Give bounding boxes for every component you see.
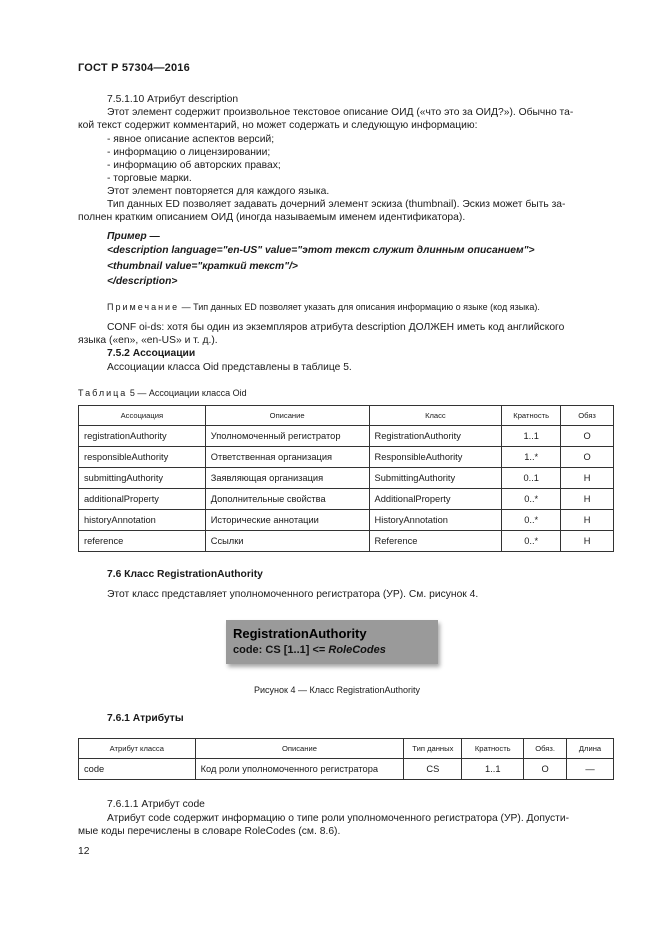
paragraph-line: Тип данных ED позволяет задавать дочерний элемент эскиза (thumbnail). Эскиз может быть за-	[107, 199, 566, 210]
table5	[78, 405, 614, 552]
table-row	[79, 510, 614, 531]
uml-attribute-text: code: CS [1..1] <=	[233, 644, 329, 656]
note	[107, 301, 540, 314]
table-cell: Уполномоченный регистратор	[205, 426, 369, 447]
table-cell: Исторические аннотации	[205, 510, 369, 531]
paragraph-line: языка («en», «en-US» и т. д.).	[78, 335, 218, 346]
section-title-7-5-1-10: 7.5.1.10 Атрибут description	[107, 94, 239, 105]
table-cell: 0..*	[502, 489, 561, 510]
table-row	[79, 447, 614, 468]
table-cell: code	[79, 759, 196, 780]
table-cell: Ответственная организация	[205, 447, 369, 468]
table-cell: historyAnnotation	[79, 510, 206, 531]
table-cell: CS	[404, 759, 462, 780]
bullet-item: - торговые марки.	[107, 173, 192, 184]
bullet-item: - информацию о лицензировании;	[107, 147, 271, 158]
table-cell: Заявляющая организация	[205, 468, 369, 489]
table-cell: submittingAuthority	[79, 468, 206, 489]
table-header-row	[79, 739, 614, 759]
uml-class-name: RegistrationAuthority	[233, 626, 367, 641]
example-code-line: <thumbnail value="краткий текст"/>	[107, 261, 298, 272]
table-cell: ResponsibleAuthority	[369, 447, 502, 468]
table-cell: Дополнительные свойства	[205, 489, 369, 510]
bullet-item: - явное описание аспектов версий;	[107, 134, 275, 145]
figure4-caption: Рисунок 4 — Класс RegistrationAuthority	[254, 685, 420, 695]
table-cell: Reference	[369, 531, 502, 552]
table5-caption-rest: 5 — Ассоциации класса Oid	[129, 388, 247, 398]
column-header: Описание	[195, 739, 404, 759]
paragraph-line: Этот класс представляет уполномоченного регистратора (УР). См. рисунок 4.	[107, 589, 479, 600]
table5-caption	[78, 387, 247, 400]
table-cell: Н	[561, 468, 614, 489]
bullet-item: - информацию об авторских правах;	[107, 160, 281, 171]
page-number: 12	[78, 846, 90, 857]
table-cell: 0..1	[502, 468, 561, 489]
table-cell: 1..1	[462, 759, 524, 780]
uml-class-attribute	[233, 644, 386, 656]
paragraph-line: мые коды перечислены в словаре RoleCodes (см. 8.6).	[78, 826, 341, 837]
table-cell: reference	[79, 531, 206, 552]
column-header: Класс	[369, 406, 502, 426]
table-cell: 1..*	[502, 447, 561, 468]
table5-caption-label: Таблица	[78, 388, 128, 398]
example-code-line: <description language="en-US" value="этот текст служит длинным описанием">	[107, 245, 535, 256]
table-cell: RegistrationAuthority	[369, 426, 502, 447]
column-header: Кратность	[462, 739, 524, 759]
table-row	[79, 468, 614, 489]
section-title-7-6-1-1: 7.6.1.1 Атрибут code	[107, 799, 205, 810]
paragraph-line: Этот элемент повторяется для каждого языка.	[107, 186, 330, 197]
column-header: Кратность	[502, 406, 561, 426]
table-cell: Н	[561, 489, 614, 510]
column-header: Обяз	[561, 406, 614, 426]
section-title-7-5-2: 7.5.2 Ассоциации	[107, 348, 196, 359]
paragraph-line: полнен кратким описанием ОИД (иногда называемым именем идентификатора).	[78, 212, 466, 223]
example-code-line: </description>	[107, 276, 178, 287]
table-cell: 1..1	[502, 426, 561, 447]
paragraph-line: Ассоциации класса Oid представлены в таблице 5.	[107, 362, 352, 373]
table-cell: —	[567, 759, 614, 780]
standard-header: ГОСТ Р 57304—2016	[78, 62, 190, 74]
paragraph-line: Атрибут code содержит информацию о типе роли уполномоченного регистратора (УР). Допусти-	[107, 813, 570, 824]
table-cell: 0..*	[502, 531, 561, 552]
attribute-table	[78, 738, 614, 780]
section-title-7-6: 7.6 Класс RegistrationAuthority	[107, 569, 263, 580]
table-cell: О	[561, 447, 614, 468]
table-cell: Н	[561, 510, 614, 531]
table-cell: HistoryAnnotation	[369, 510, 502, 531]
table-header-row	[79, 406, 614, 426]
column-header: Атрибут класса	[79, 739, 196, 759]
column-header: Тип данных	[404, 739, 462, 759]
table-cell: Код роли уполномоченного регистратора	[195, 759, 404, 780]
section-title-7-6-1: 7.6.1 Атрибуты	[107, 713, 184, 724]
table-cell: О	[561, 426, 614, 447]
table-row	[79, 426, 614, 447]
paragraph-line: Этот элемент содержит произвольное текстовое описание ОИД («что это за ОИД?»). Обычно та-	[107, 107, 574, 118]
note-text: — Тип данных ED позволяет указать для описания информацию о языке (код языка).	[179, 302, 540, 312]
paragraph-line: CONF oi-ds: хотя бы один из экземпляров атрибута description ДОЛЖЕН иметь код английского	[107, 322, 565, 333]
paragraph-line: кой текст содержит комментарий, но может содержать и следующую информацию:	[78, 120, 478, 131]
column-header: Обяз.	[524, 739, 567, 759]
table-row	[79, 489, 614, 510]
uml-class-box	[226, 620, 438, 664]
table-cell: Ссылки	[205, 531, 369, 552]
column-header: Описание	[205, 406, 369, 426]
table-row	[79, 759, 614, 780]
table-cell: responsibleAuthority	[79, 447, 206, 468]
note-label: Примечание	[107, 302, 180, 312]
table-row	[79, 531, 614, 552]
table-cell: Н	[561, 531, 614, 552]
table-cell: О	[524, 759, 567, 780]
table-cell: AdditionalProperty	[369, 489, 502, 510]
example-label: Пример —	[107, 231, 160, 242]
table-cell: SubmittingAuthority	[369, 468, 502, 489]
column-header: Ассоциация	[79, 406, 206, 426]
table-cell: additionalProperty	[79, 489, 206, 510]
uml-attribute-type: RoleCodes	[328, 644, 386, 656]
table-cell: registrationAuthority	[79, 426, 206, 447]
column-header: Длина	[567, 739, 614, 759]
table-cell: 0..*	[502, 510, 561, 531]
